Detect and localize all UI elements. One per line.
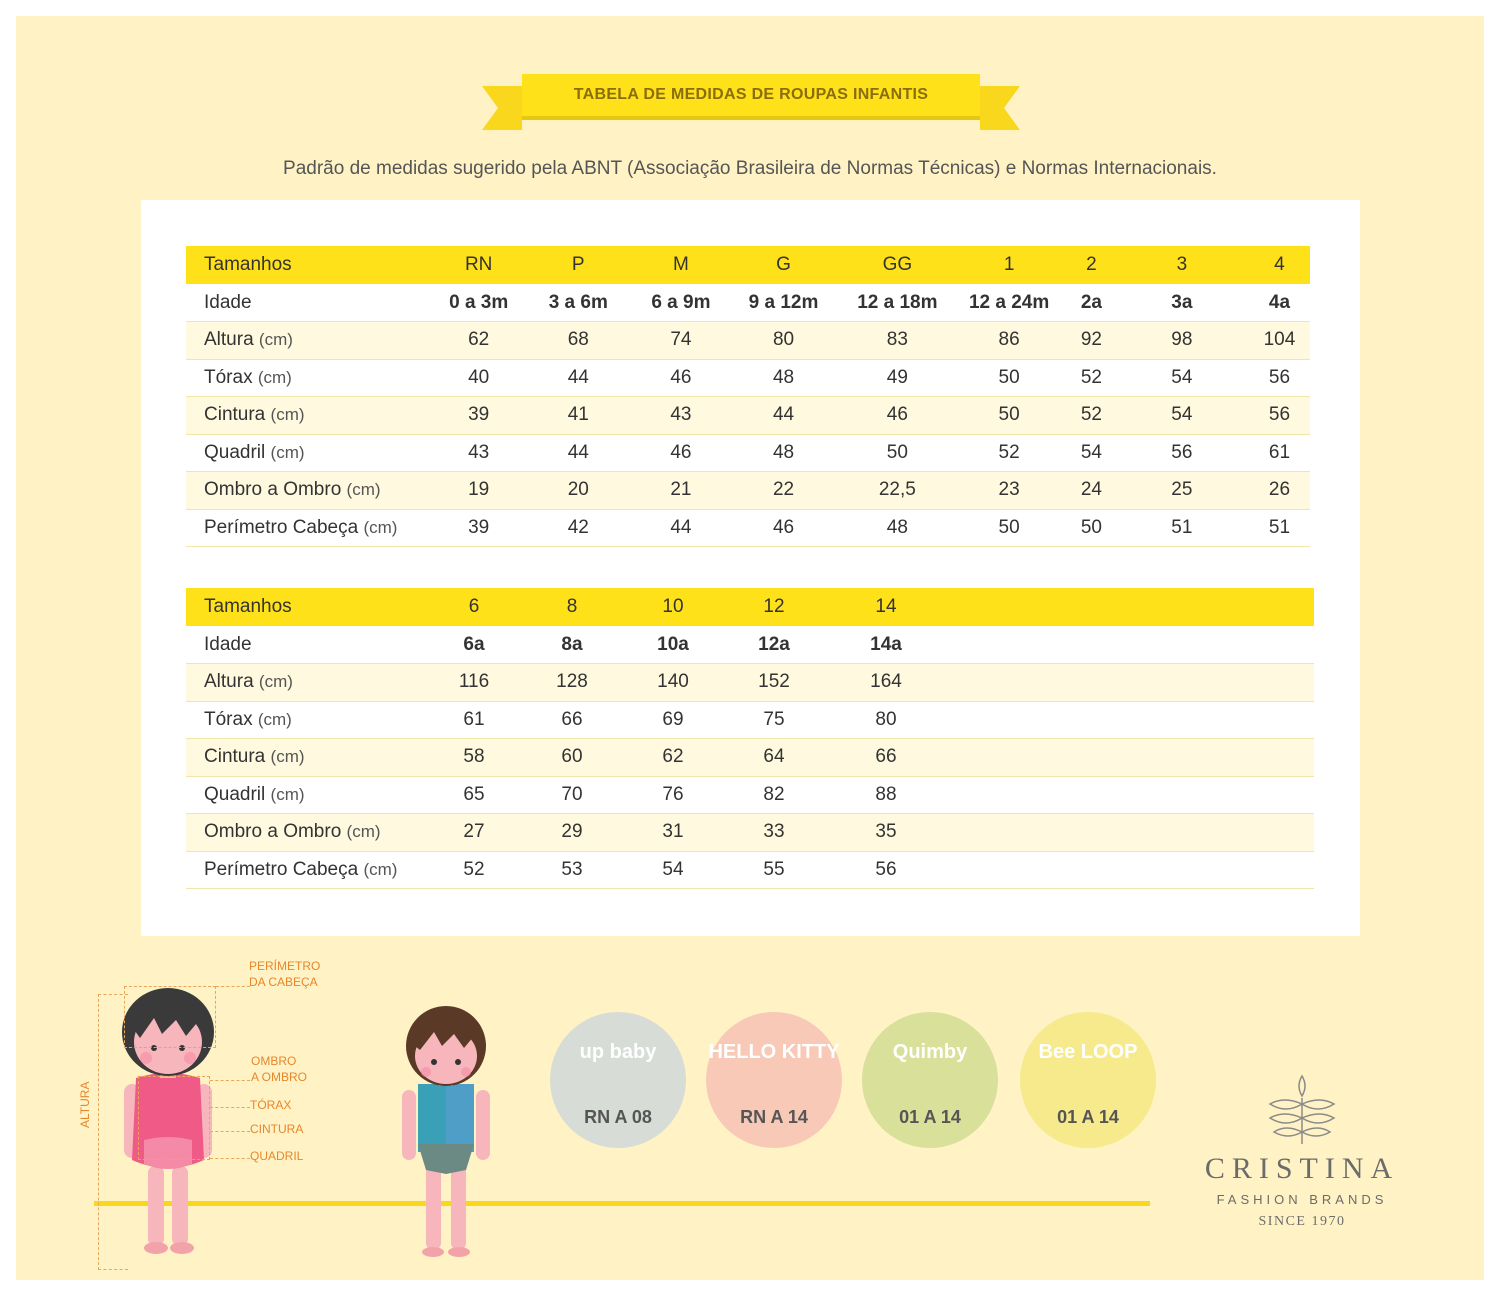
measurement-cell: 88 <box>834 776 938 814</box>
measurement-cell: 46 <box>639 434 722 472</box>
measurement-cell: 70 <box>512 776 632 814</box>
ribbon-band <box>522 74 980 116</box>
size-header-cell: 4 <box>1249 246 1310 284</box>
measurement-row <box>186 397 1310 435</box>
measurement-cell: 61 <box>436 701 512 739</box>
measurement-row <box>186 434 1310 472</box>
head-annotation <box>249 958 320 990</box>
measurement-cell: 26 <box>1249 472 1310 510</box>
measurement-cell: 83 <box>845 322 951 360</box>
measurement-row <box>186 322 1310 360</box>
measurement-cell: 54 <box>1115 359 1249 397</box>
measurement-cell: 19 <box>440 472 517 510</box>
measurement-cell: 80 <box>723 322 845 360</box>
brand-name: HELLO KITTY <box>708 1040 840 1063</box>
measurement-row <box>186 664 1314 702</box>
measurement-cell: 46 <box>845 397 951 435</box>
measurement-cell: 35 <box>834 814 938 852</box>
measurement-name: Quadril <box>204 441 266 463</box>
girl-right-leg <box>172 1166 188 1246</box>
age-cell: 12a <box>714 626 834 664</box>
subtitle: Padrão de medidas sugerido pela ABNT (Associação Brasileira de Normas Técnicas) e Normas Internacionais. <box>283 158 1217 179</box>
height-annotation: ALTURA <box>78 1081 92 1128</box>
waist-annotation-line <box>210 1131 250 1132</box>
table-header-row <box>186 246 1310 284</box>
girl-left-leg <box>148 1166 164 1246</box>
brand-size-range: 01 A 14 <box>899 1106 961 1127</box>
measurement-cell: 64 <box>714 739 834 777</box>
measurement-cell <box>938 851 1054 889</box>
age-cell <box>1100 626 1232 664</box>
measurement-cell: 22,5 <box>845 472 951 510</box>
measurement-name: Perímetro Cabeça <box>204 516 359 538</box>
measurement-cell: 44 <box>639 509 722 547</box>
brand-name: up baby <box>579 1040 657 1063</box>
measurement-unit: (cm) <box>270 442 305 462</box>
measurement-cell: 50 <box>1068 509 1115 547</box>
measurement-cell: 69 <box>632 701 714 739</box>
brand-size-range: RN A 14 <box>740 1106 808 1127</box>
measurement-row <box>186 359 1310 397</box>
measurement-row <box>186 472 1310 510</box>
measurement-name: Tórax <box>204 366 253 388</box>
age-label: Idade <box>186 284 440 322</box>
measurement-cell: 75 <box>714 701 834 739</box>
age-cell: 10a <box>632 626 714 664</box>
measurement-name: Altura <box>204 671 254 693</box>
measurement-cell <box>1100 776 1232 814</box>
measurement-unit: (cm) <box>363 859 398 879</box>
measurement-row <box>186 851 1314 889</box>
age-cell <box>1054 626 1100 664</box>
measurement-cell: 104 <box>1249 322 1310 360</box>
age-cell: 12 a 24m <box>950 284 1068 322</box>
measurement-cell: 21 <box>639 472 722 510</box>
measurement-row <box>186 509 1310 547</box>
measurement-cell: 140 <box>632 664 714 702</box>
measurement-unit: (cm) <box>270 784 305 804</box>
brand-badge <box>550 1012 686 1148</box>
measurement-unit: (cm) <box>258 330 293 350</box>
measurement-row <box>186 739 1314 777</box>
measurement-cell: 80 <box>834 701 938 739</box>
measurement-cell <box>1054 851 1100 889</box>
hip-annotation-line <box>210 1158 250 1159</box>
table-header-row <box>186 588 1314 626</box>
measurement-cell: 128 <box>512 664 632 702</box>
size-header-cell: 1 <box>950 246 1068 284</box>
brand-logo-tagline: FASHION BRANDS <box>1216 1192 1388 1207</box>
measurement-label <box>186 434 440 472</box>
size-header-cell <box>1232 588 1314 626</box>
brand-logo-name: CRISTINA <box>1204 1152 1400 1185</box>
age-cell: 3 a 6m <box>517 284 639 322</box>
measurement-cell <box>1232 664 1314 702</box>
measurement-cell: 23 <box>950 472 1068 510</box>
measurement-cell: 51 <box>1249 509 1310 547</box>
measurement-cell <box>1232 739 1314 777</box>
size-header-cell: GG <box>845 246 951 284</box>
measurement-cell: 50 <box>845 434 951 472</box>
chest-annotation-line <box>210 1107 250 1108</box>
size-header-cell <box>938 588 1054 626</box>
brand-logo-since: SINCE 1970 <box>1258 1214 1346 1229</box>
brand-size-range: RN A 08 <box>584 1106 652 1127</box>
measurement-cell: 56 <box>1249 359 1310 397</box>
measurement-cell: 44 <box>517 434 639 472</box>
shoulder-annotation-line <box>210 1080 250 1081</box>
size-header-cell: P <box>517 246 639 284</box>
measurement-name: Ombro a Ombro <box>204 479 342 501</box>
measurement-cell: 116 <box>436 664 512 702</box>
brand-badge <box>1020 1012 1156 1148</box>
measurement-cell: 42 <box>517 509 639 547</box>
measurement-cell: 43 <box>639 397 722 435</box>
measurement-cell <box>938 664 1054 702</box>
measurement-row <box>186 814 1314 852</box>
measurement-cell: 74 <box>639 322 722 360</box>
brand-size-range: 01 A 14 <box>1057 1106 1119 1127</box>
measurement-cell: 61 <box>1249 434 1310 472</box>
size-header-cell <box>1054 588 1100 626</box>
measurement-cell <box>1232 851 1314 889</box>
measurement-cell: 51 <box>1115 509 1249 547</box>
boy-right-eye <box>455 1059 461 1065</box>
size-header-cell: M <box>639 246 722 284</box>
size-header-cell: 14 <box>834 588 938 626</box>
measurement-unit: (cm) <box>346 480 381 500</box>
page-title: TABELA DE MEDIDAS DE ROUPAS INFANTIS <box>573 86 929 103</box>
measurement-cell <box>1054 664 1100 702</box>
age-cell: 3a <box>1115 284 1249 322</box>
measurement-cell: 82 <box>714 776 834 814</box>
measurement-cell: 56 <box>1249 397 1310 435</box>
measurement-cell: 39 <box>440 397 517 435</box>
size-header-cell: RN <box>440 246 517 284</box>
measurement-cell: 60 <box>512 739 632 777</box>
boy-right-arm <box>476 1090 490 1160</box>
shoulder-annotation <box>251 1053 307 1085</box>
measurement-cell: 50 <box>950 509 1068 547</box>
measurement-cell: 164 <box>834 664 938 702</box>
measurement-cell: 62 <box>632 739 714 777</box>
size-header-cell: 10 <box>632 588 714 626</box>
boy-right-foot <box>448 1247 470 1257</box>
measurement-name: Cintura <box>204 746 266 768</box>
leaf-logo-icon <box>1262 1074 1342 1146</box>
ribbon-tail-left <box>482 86 522 130</box>
measurement-cell <box>1232 814 1314 852</box>
measurement-cell: 65 <box>436 776 512 814</box>
age-row <box>186 284 1310 322</box>
head-measure-box <box>124 986 216 1048</box>
size-header-cell: 3 <box>1115 246 1249 284</box>
measurement-row <box>186 701 1314 739</box>
height-measure-bracket <box>98 994 128 1270</box>
measurement-cell: 53 <box>512 851 632 889</box>
measurement-label <box>186 739 436 777</box>
boy-left-eye <box>431 1059 437 1065</box>
measurement-cell: 52 <box>1068 359 1115 397</box>
measurement-label <box>186 814 436 852</box>
measurement-cell: 43 <box>440 434 517 472</box>
measurement-cell: 54 <box>1115 397 1249 435</box>
measurement-label <box>186 509 440 547</box>
shoulder-annotation-line2: A OMBRO <box>251 1070 308 1084</box>
measurement-cell: 66 <box>512 701 632 739</box>
measurement-cell: 52 <box>1068 397 1115 435</box>
measurement-cell: 76 <box>632 776 714 814</box>
measurement-cell <box>1232 776 1314 814</box>
head-annotation-line2: DA CABEÇA <box>249 975 318 989</box>
measurement-unit: (cm) <box>270 405 305 425</box>
measurement-cell: 152 <box>714 664 834 702</box>
size-header-cell: G <box>723 246 845 284</box>
brand-badge <box>862 1012 998 1148</box>
measurement-cell: 31 <box>632 814 714 852</box>
size-header-cell: 12 <box>714 588 834 626</box>
measurement-name: Tórax <box>204 708 253 730</box>
measurement-cell: 46 <box>639 359 722 397</box>
measurement-cell <box>1100 664 1232 702</box>
measurement-label <box>186 851 436 889</box>
boy-right-cheek <box>461 1067 471 1077</box>
measurement-cell: 22 <box>723 472 845 510</box>
measurement-cell: 44 <box>723 397 845 435</box>
age-cell: 14a <box>834 626 938 664</box>
measurement-cell: 29 <box>512 814 632 852</box>
measurement-cell: 52 <box>950 434 1068 472</box>
hip-annotation: QUADRIL <box>250 1149 304 1163</box>
measurement-cell: 48 <box>723 359 845 397</box>
measurement-cell: 66 <box>834 739 938 777</box>
boy-left-cheek <box>421 1067 431 1077</box>
measurement-row <box>186 776 1314 814</box>
age-cell: 9 a 12m <box>723 284 845 322</box>
measurement-label <box>186 701 436 739</box>
measurement-cell: 48 <box>723 434 845 472</box>
measurement-cell <box>938 814 1054 852</box>
measurement-cell <box>1054 814 1100 852</box>
measurement-name: Ombro a Ombro <box>204 821 342 843</box>
age-cell: 6a <box>436 626 512 664</box>
shoulder-annotation-line1: OMBRO <box>251 1054 297 1068</box>
measurement-cell: 33 <box>714 814 834 852</box>
age-cell: 8a <box>512 626 632 664</box>
size-header-cell: 8 <box>512 588 632 626</box>
brand-name: Quimby <box>892 1040 968 1063</box>
age-cell: 12 a 18m <box>845 284 951 322</box>
measurement-cell <box>1100 814 1232 852</box>
measurement-cell <box>1100 851 1232 889</box>
brand-name: Bee LOOP <box>1038 1040 1138 1063</box>
measurement-cell: 50 <box>950 397 1068 435</box>
measurement-cell <box>1100 739 1232 777</box>
floor-line <box>94 1201 1150 1206</box>
measurement-cell <box>1054 776 1100 814</box>
measurement-cell <box>1054 739 1100 777</box>
measurement-name: Quadril <box>204 783 266 805</box>
measurement-label <box>186 776 436 814</box>
measurement-cell: 25 <box>1115 472 1249 510</box>
measurement-cell: 27 <box>436 814 512 852</box>
measurement-label <box>186 359 440 397</box>
measurement-cell: 54 <box>632 851 714 889</box>
girl-right-foot <box>170 1242 194 1254</box>
boy-left-foot <box>422 1247 444 1257</box>
measurement-cell: 49 <box>845 359 951 397</box>
body-measure-box <box>138 1076 210 1160</box>
age-cell <box>938 626 1054 664</box>
size-table-1 <box>186 246 1310 547</box>
measurement-cell: 56 <box>834 851 938 889</box>
measurement-cell: 56 <box>1115 434 1249 472</box>
boy-tank-top-side <box>446 1084 474 1152</box>
measurement-unit: (cm) <box>257 709 292 729</box>
measurement-cell <box>938 776 1054 814</box>
measurement-cell: 86 <box>950 322 1068 360</box>
measurement-cell: 52 <box>436 851 512 889</box>
header-label: Tamanhos <box>186 246 440 284</box>
measurement-label <box>186 664 436 702</box>
age-row <box>186 626 1314 664</box>
measurement-unit: (cm) <box>270 747 305 767</box>
measurement-cell: 62 <box>440 322 517 360</box>
measurement-cell: 48 <box>845 509 951 547</box>
chest-annotation: TÓRAX <box>250 1098 292 1112</box>
measurement-cell: 46 <box>723 509 845 547</box>
measurement-cell: 55 <box>714 851 834 889</box>
age-label: Idade <box>186 626 436 664</box>
boy-left-arm <box>402 1090 416 1160</box>
size-header-cell <box>1100 588 1232 626</box>
age-cell: 0 a 3m <box>440 284 517 322</box>
measurement-name: Cintura <box>204 404 266 426</box>
girl-right-cheek <box>184 1052 196 1064</box>
age-cell: 6 a 9m <box>639 284 722 322</box>
measurement-unit: (cm) <box>257 367 292 387</box>
measurement-cell <box>1232 701 1314 739</box>
age-cell: 4a <box>1249 284 1310 322</box>
size-table-2 <box>186 588 1314 889</box>
measurement-cell: 24 <box>1068 472 1115 510</box>
size-header-cell: 6 <box>436 588 512 626</box>
girl-left-cheek <box>140 1052 152 1064</box>
size-header-cell: 2 <box>1068 246 1115 284</box>
measurement-cell: 50 <box>950 359 1068 397</box>
boy-shorts <box>418 1144 474 1174</box>
measurement-label <box>186 322 440 360</box>
brand-badge <box>706 1012 842 1148</box>
measurement-label <box>186 397 440 435</box>
measurement-cell: 98 <box>1115 322 1249 360</box>
ribbon-tail-right <box>980 86 1020 130</box>
measurement-cell: 54 <box>1068 434 1115 472</box>
header-label: Tamanhos <box>186 588 436 626</box>
measurement-unit: (cm) <box>258 672 293 692</box>
measurement-cell <box>1100 701 1232 739</box>
measurement-name: Altura <box>204 329 254 351</box>
measurement-cell <box>938 739 1054 777</box>
measurement-cell: 92 <box>1068 322 1115 360</box>
measurement-unit: (cm) <box>363 517 398 537</box>
measurement-unit: (cm) <box>346 822 381 842</box>
measurement-name: Perímetro Cabeça <box>204 858 359 880</box>
measurement-cell: 39 <box>440 509 517 547</box>
age-cell: 2a <box>1068 284 1115 322</box>
girl-left-foot <box>144 1242 168 1254</box>
boy-figure <box>396 1002 496 1272</box>
measurement-cell <box>938 701 1054 739</box>
waist-annotation: CINTURA <box>250 1122 304 1136</box>
age-cell <box>1232 626 1314 664</box>
measurement-cell: 58 <box>436 739 512 777</box>
measurement-cell: 68 <box>517 322 639 360</box>
measurement-cell: 40 <box>440 359 517 397</box>
measurement-cell: 44 <box>517 359 639 397</box>
measurement-cell: 41 <box>517 397 639 435</box>
measurement-cell: 20 <box>517 472 639 510</box>
head-annotation-line <box>216 986 250 987</box>
title-ribbon <box>482 74 1020 130</box>
measurement-cell <box>1054 701 1100 739</box>
head-annotation-line1: PERÍMETRO <box>249 959 321 973</box>
measurement-label <box>186 472 440 510</box>
